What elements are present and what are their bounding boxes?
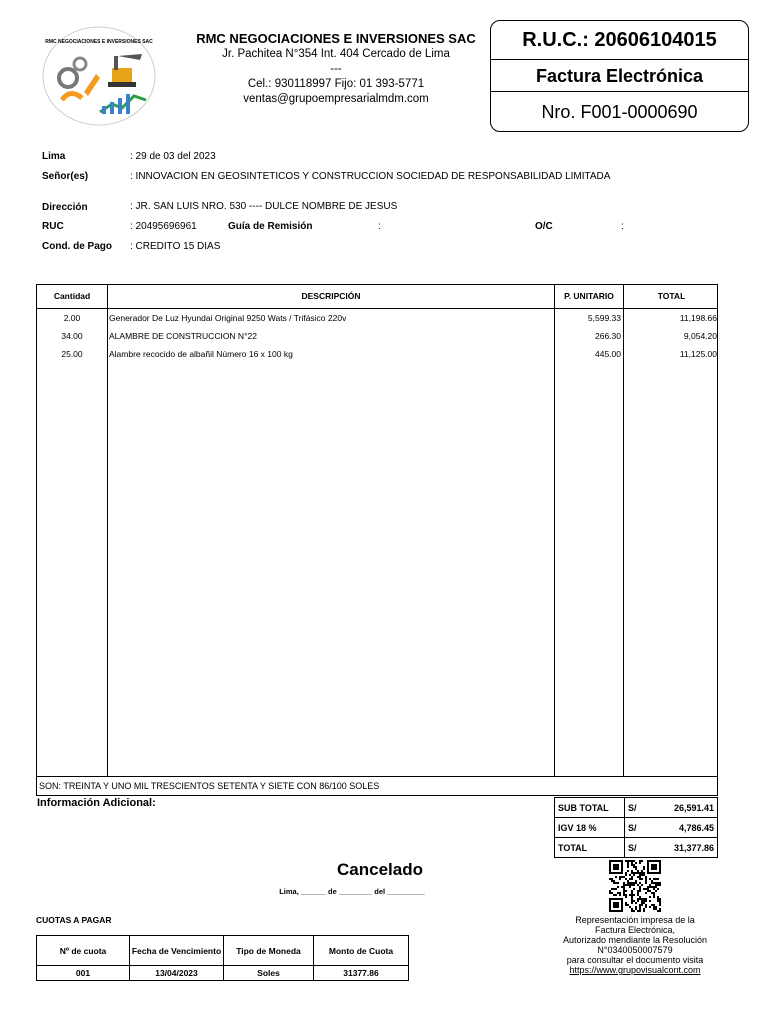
igv-row (555, 818, 718, 838)
row-unit-price: 266.30 (595, 331, 621, 341)
guia-value: : (378, 221, 381, 232)
header-description: DESCRIPCIÓN (301, 291, 361, 301)
guia-label: Guía de Remisión (228, 221, 313, 232)
row-quantity: 2.00 (63, 313, 81, 323)
igv-value: 4,786.45 (645, 818, 718, 838)
oc-value: : (621, 221, 624, 232)
subtotal-currency: S/ (625, 798, 645, 818)
client-address: : JR. SAN LUIS NRO. 530 ---- DULCE NOMBRE DE JESUS (130, 201, 398, 212)
installments-header-currency: Tipo de Moneda (224, 936, 314, 966)
representation-note (548, 915, 722, 975)
company-address: Jr. Pachitea N°354 Int. 404 Cercado de Lima (222, 48, 450, 60)
row-description: Alambre recocido de albañil Número 16 x 100 kg (109, 349, 293, 359)
company-separator: --- (330, 63, 342, 75)
logo-text: RMC NEGOCIACIONES E INVERSIONES SAC (45, 39, 153, 45)
row-total: 9,054.20 (683, 331, 717, 341)
amount-in-words: SON: TREINTA Y UNO MIL TRESCIENTOS SETENTA Y SIETE CON 86/100 SOLES (39, 781, 380, 791)
row-quantity: 34.00 (61, 331, 83, 341)
invoice-number: Nro. F001-0000690 (541, 102, 698, 122)
subtotal-value: 26,591.41 (645, 798, 718, 818)
company-header (170, 31, 502, 107)
issue-date: : 29 de 03 del 2023 (130, 151, 216, 162)
igv-currency: S/ (625, 818, 645, 838)
cancelado-title: Cancelado (337, 860, 423, 879)
row-total: 11,125.00 (679, 349, 717, 359)
representation-line-4: N°0340050007579 (597, 945, 673, 955)
installments-header-due-date: Fecha de Vencimiento (130, 936, 224, 966)
installments-title: CUOTAS A PAGAR (36, 915, 112, 925)
address-label: Dirección (42, 202, 88, 213)
client-ruc: : 20495696961 (130, 221, 197, 232)
installments-header-number: Nº de cuota (37, 936, 130, 966)
oc-label: O/C (535, 221, 553, 232)
ruc-number: R.U.C.: 20606104015 (491, 21, 748, 60)
company-email: ventas@grupoempresarialmdm.com (243, 93, 429, 105)
city-label: Lima (42, 151, 66, 162)
payment-terms: : CREDITO 15 DIAS (130, 241, 221, 252)
table-row (37, 327, 717, 345)
row-quantity: 25.00 (61, 349, 83, 359)
total-currency: S/ (625, 838, 645, 858)
row-description: Generador De Luz Hyundai Original 9250 Wats / Trifásico 220v (109, 313, 347, 323)
row-unit-price: 5,599.33 (587, 313, 621, 323)
ruc-label: RUC (42, 221, 64, 232)
subtotal-label: SUB TOTAL (555, 798, 625, 818)
representation-line-3: Autorizado mendiante la Resolución (562, 935, 708, 945)
installments-table (36, 935, 409, 981)
subtotal-row (555, 798, 718, 818)
ruc-box (490, 20, 749, 132)
document-type: Factura Electrónica (491, 60, 748, 92)
installment-number: 001 (37, 966, 130, 981)
installment-amount: 31377.86 (314, 966, 409, 981)
installment-due-date: 13/04/2023 (130, 966, 224, 981)
header-quantity: Cantidad (53, 291, 91, 301)
table-row (37, 966, 409, 981)
representation-line-1: Representación impresa de la (575, 915, 695, 925)
company-phones: Cel.: 930118997 Fijo: 01 393-5771 (247, 78, 425, 90)
cancelado-date-line: Lima, ______ de ________ del _________ (279, 887, 425, 896)
additional-info-label: Información Adicional: (37, 797, 156, 809)
client-name: : INNOVACION EN GEOSINTETICOS Y CONSTRUCCION SOCIEDAD DE RESPONSABILIDAD LIMITADA (130, 171, 611, 182)
representation-line-2: Factura Electrónica, (594, 925, 676, 935)
installments-header-amount: Monto de Cuota (314, 936, 409, 966)
header-unit-price: P. UNITARIO (564, 291, 614, 301)
payment-label: Cond. de Pago (42, 241, 112, 252)
totals-table (554, 797, 718, 858)
igv-label: IGV 18 % (555, 818, 625, 838)
items-table (36, 284, 718, 796)
consult-url-link[interactable]: https://www.grupovisualcont.com (569, 965, 701, 975)
client-label: Señor(es) (42, 171, 89, 182)
representation-line-5: para consultar el documento visita (566, 955, 704, 965)
row-total: 11,198.66 (679, 313, 717, 323)
company-logo (42, 26, 156, 126)
company-name: RMC NEGOCIACIONES E INVERSIONES SAC (196, 31, 476, 46)
total-row (555, 838, 718, 858)
total-label: TOTAL (555, 838, 625, 858)
qr-code (609, 860, 661, 912)
table-row (37, 345, 717, 363)
table-row (37, 309, 717, 327)
header-total: TOTAL (657, 291, 686, 301)
row-description: ALAMBRE DE CONSTRUCCION N°22 (109, 331, 257, 341)
row-unit-price: 445.00 (595, 349, 621, 359)
installment-currency: Soles (224, 966, 314, 981)
total-value: 31,377.86 (645, 838, 718, 858)
